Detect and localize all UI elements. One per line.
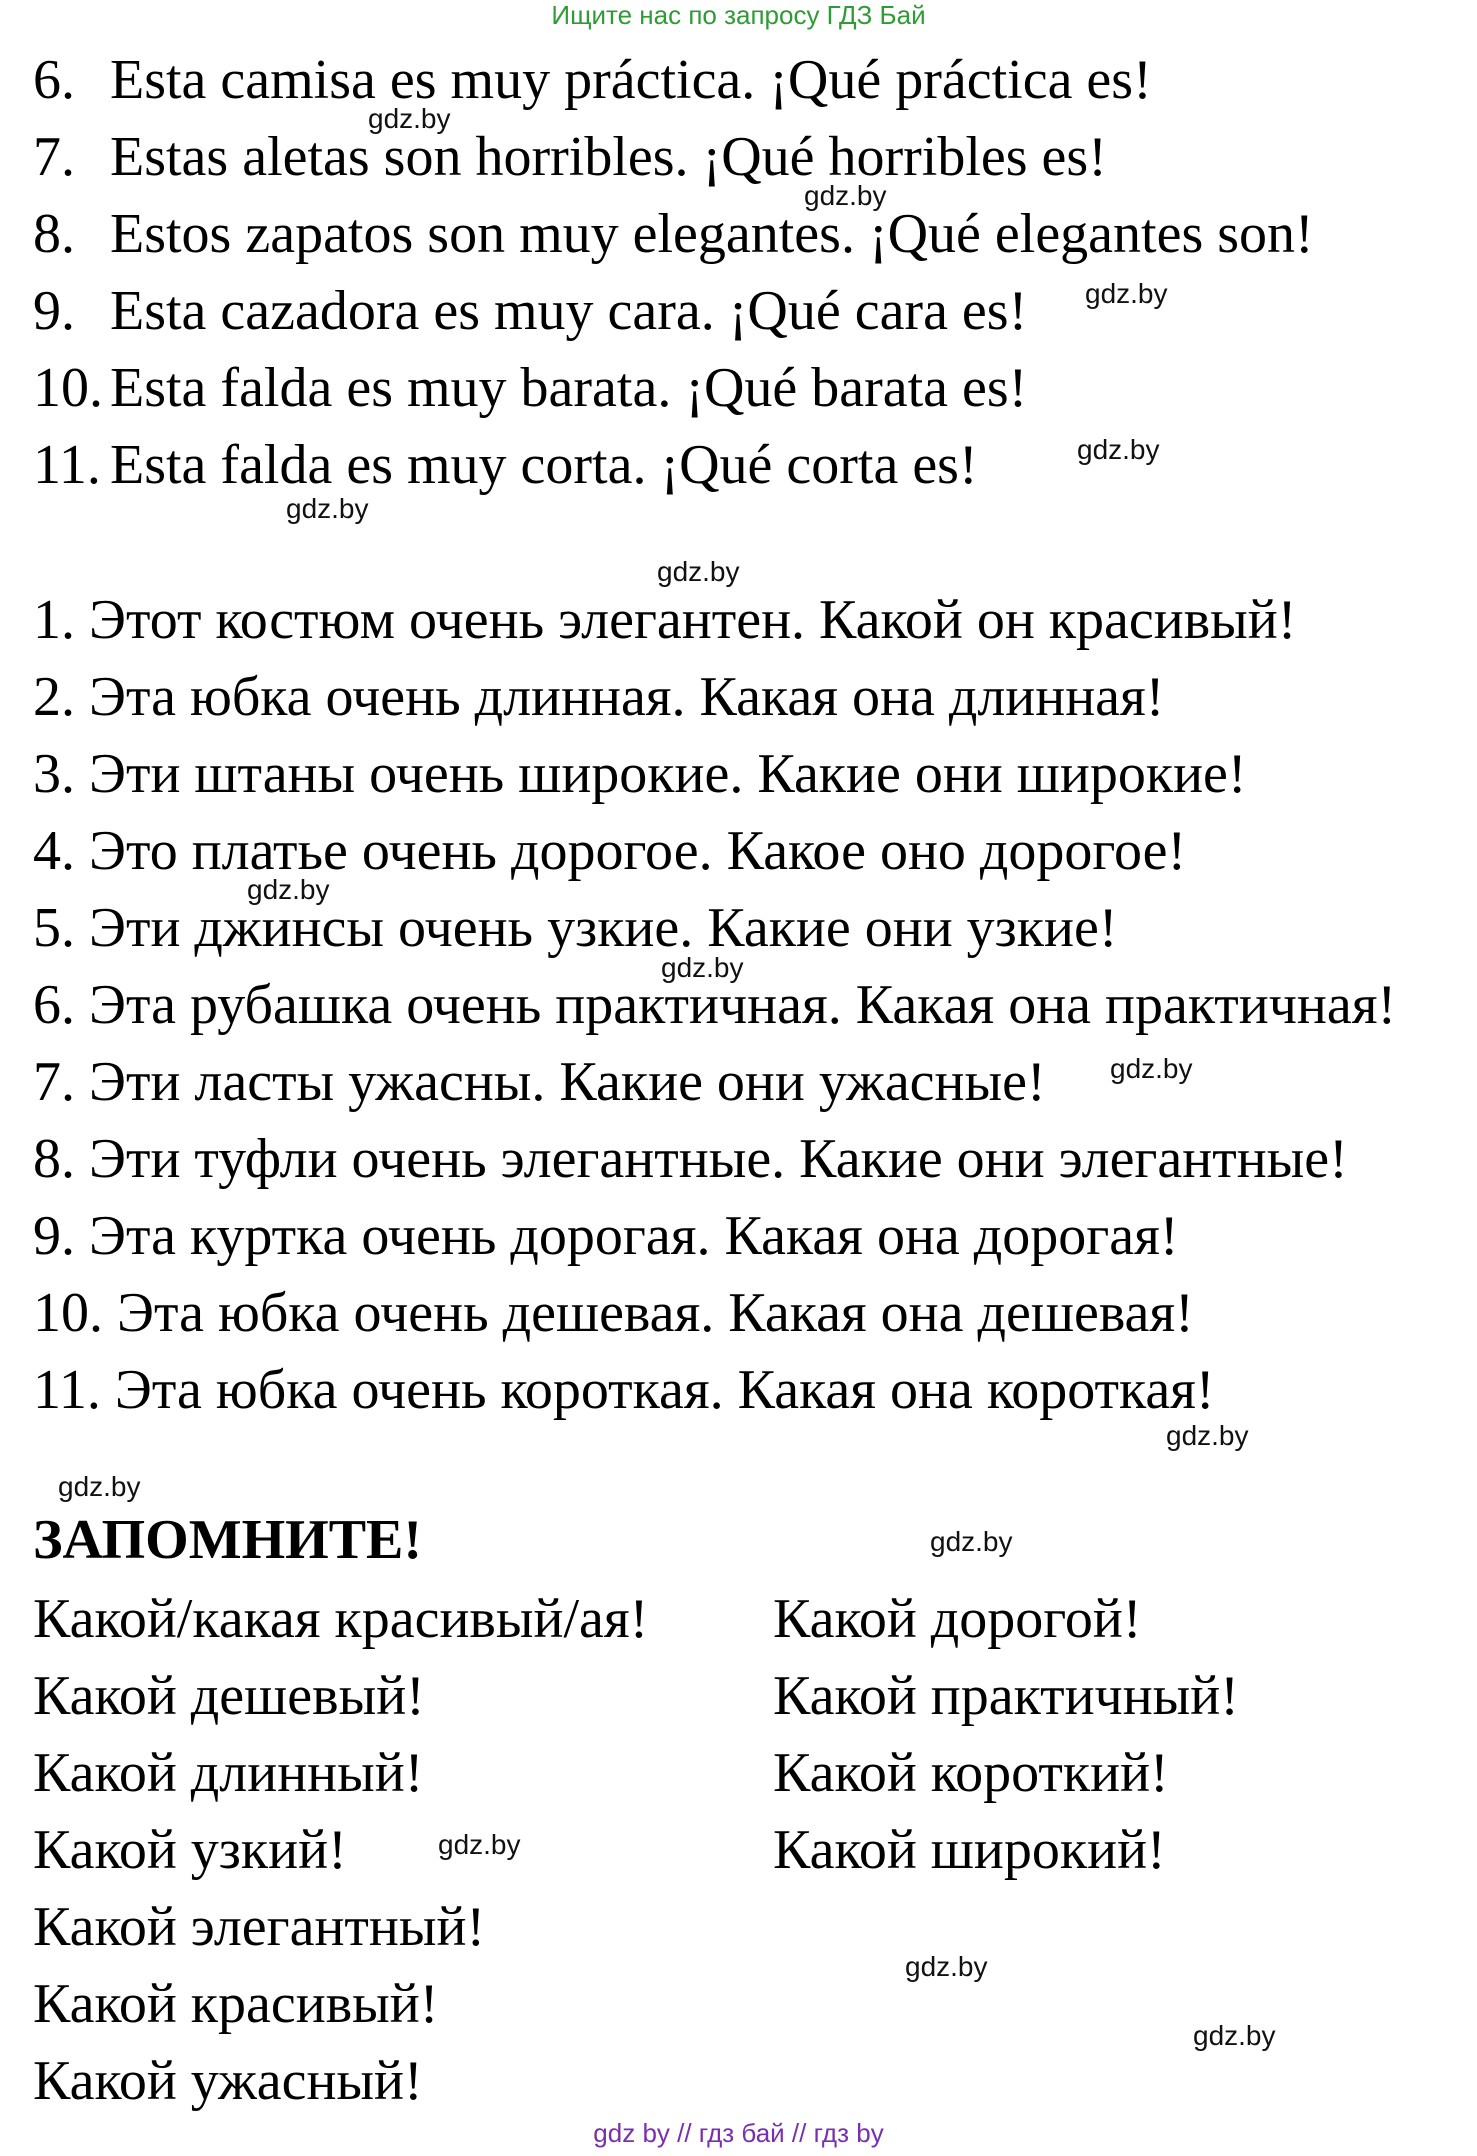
line-text: Эта рубашка очень практичная. Какая она практичная! xyxy=(89,974,1397,1036)
line-text: Estas aletas son horribles. ¡Qué horribles es! xyxy=(110,126,1107,188)
line-number: 11. xyxy=(33,1359,101,1421)
watermark: gdz.by xyxy=(1077,434,1160,465)
line-number: 11. xyxy=(33,434,101,496)
line-number: 5. xyxy=(33,897,75,959)
line-number: 10. xyxy=(33,1282,103,1344)
russian-line-8 xyxy=(33,1127,1348,1191)
line-number: 7. xyxy=(33,126,75,188)
spanish-line-8 xyxy=(33,202,1314,266)
line-number: 4. xyxy=(33,820,75,882)
phrase-right-4: Какой широкий! xyxy=(773,1819,1166,1881)
line-text: Эта юбка очень дешевая. Какая она дешевая! xyxy=(117,1282,1194,1344)
footer-watermark: gdz by // гдз бай // гдз by xyxy=(593,2118,884,2148)
top-banner: Ищите нас по запросу ГДЗ Бай xyxy=(551,0,926,30)
line-text: Эта куртка очень дорогая. Какая она дорогая! xyxy=(89,1205,1179,1267)
phrase-right-3: Какой короткий! xyxy=(773,1742,1169,1804)
line-text: Esta camisa es muy práctica. ¡Qué práctica es! xyxy=(110,49,1152,111)
line-text: Esta cazadora es muy cara. ¡Qué cara es! xyxy=(110,280,1028,342)
spanish-line-11 xyxy=(33,433,978,497)
watermark: gdz.by xyxy=(286,493,369,524)
phrase-left-1: Какой/какая красивый/ая! xyxy=(33,1588,649,1650)
phrase-right-1: Какой дорогой! xyxy=(773,1588,1142,1650)
line-number: 9. xyxy=(33,280,75,342)
watermark: gdz.by xyxy=(1110,1053,1193,1084)
watermark: gdz.by xyxy=(1085,278,1168,309)
russian-line-1 xyxy=(33,588,1296,652)
line-text: Это платье очень дорогое. Какое оно дорогое! xyxy=(89,820,1187,882)
watermark: gdz.by xyxy=(1193,2020,1276,2051)
russian-line-11 xyxy=(33,1358,1215,1422)
phrase-left-5: Какой элегантный! xyxy=(33,1896,486,1958)
line-text: Эти джинсы очень узкие. Какие они узкие! xyxy=(89,897,1118,959)
line-number: 7. xyxy=(33,1051,75,1113)
line-number: 8. xyxy=(33,1128,75,1190)
watermark: gdz.by xyxy=(247,874,330,905)
spanish-line-6 xyxy=(33,48,1152,112)
watermark: gdz.by xyxy=(930,1526,1013,1557)
russian-line-4 xyxy=(33,819,1186,883)
line-number: 8. xyxy=(33,203,75,265)
phrase-right-2: Какой практичный! xyxy=(773,1665,1239,1727)
phrase-left-3: Какой длинный! xyxy=(33,1742,424,1804)
line-number: 1. xyxy=(33,589,75,651)
line-text: Эта юбка очень короткая. Какая она короткая! xyxy=(114,1359,1215,1421)
remember-heading: ЗАПОМНИТЕ! xyxy=(33,1509,423,1571)
russian-line-10 xyxy=(33,1281,1194,1345)
spanish-line-7 xyxy=(33,125,1107,189)
watermark: gdz.by xyxy=(661,952,744,983)
line-text: Esta falda es muy barata. ¡Qué barata es! xyxy=(110,357,1028,419)
line-number: 2. xyxy=(33,666,75,728)
watermark: gdz.by xyxy=(368,103,451,134)
line-text: Estos zapatos son muy elegantes. ¡Qué elegantes son! xyxy=(110,203,1314,265)
watermark: gdz.by xyxy=(804,180,887,211)
watermark: gdz.by xyxy=(905,1951,988,1982)
russian-line-7 xyxy=(33,1050,1046,1114)
russian-line-9 xyxy=(33,1204,1178,1268)
russian-line-5 xyxy=(33,896,1117,960)
line-number: 10. xyxy=(33,357,103,419)
line-text: Esta falda es muy corta. ¡Qué corta es! xyxy=(110,434,978,496)
line-number: 6. xyxy=(33,974,75,1036)
line-number: 3. xyxy=(33,743,75,805)
line-text: Эта юбка очень длинная. Какая она длинная! xyxy=(89,666,1165,728)
spanish-line-10 xyxy=(33,356,1027,420)
line-number: 9. xyxy=(33,1205,75,1267)
line-text: Этот костюм очень элегантен. Какой он красивый! xyxy=(89,589,1297,651)
line-text: Эти штаны очень широкие. Какие они широкие! xyxy=(89,743,1247,805)
phrase-left-2: Какой дешевый! xyxy=(33,1665,425,1727)
phrase-left-6: Какой красивый! xyxy=(33,1973,439,2035)
watermark: gdz.by xyxy=(1166,1420,1249,1451)
watermark: gdz.by xyxy=(438,1829,521,1860)
watermark: gdz.by xyxy=(58,1471,141,1502)
line-number: 6. xyxy=(33,49,75,111)
line-text: Эти туфли очень элегантные. Какие они элегантные! xyxy=(89,1128,1348,1190)
watermark: gdz.by xyxy=(657,556,740,587)
phrase-left-4: Какой узкий! xyxy=(33,1819,347,1881)
phrase-left-7: Какой ужасный! xyxy=(33,2050,423,2112)
russian-line-3 xyxy=(33,742,1247,806)
russian-line-2 xyxy=(33,665,1164,729)
line-text: Эти ласты ужасны. Какие они ужасные! xyxy=(89,1051,1046,1113)
spanish-line-9 xyxy=(33,279,1027,343)
